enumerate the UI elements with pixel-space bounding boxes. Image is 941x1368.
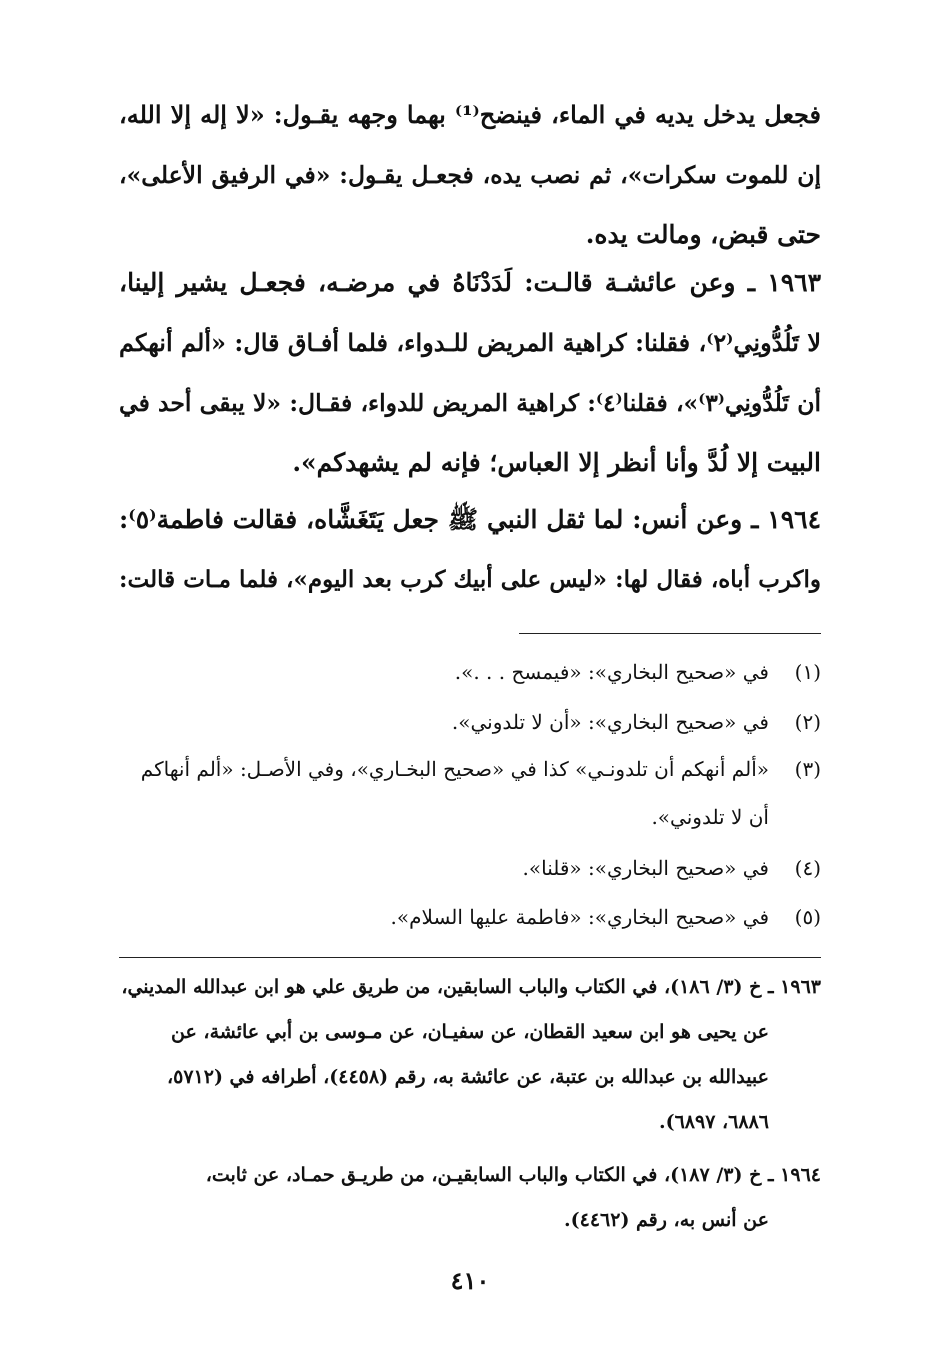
text-line: فجعل يدخل يديه في الماء، فينضح⁽¹⁾ بهما وجهه يقـول: «لا إله إلا الله،	[119, 100, 821, 129]
text-line: إن للموت سكرات»، ثم نصب يده، فجعـل يقـول: «في الرفيق الأعلى»،	[119, 161, 821, 189]
footnote-number: (٣)	[794, 757, 821, 781]
footnote-text: في «صحيح البخاري»: «أن لا تلدوني».	[451, 710, 769, 734]
footnote-5	[111, 893, 821, 941]
source-line: عبيدالله بن عبدالله بن عتبة، عن عائشة به، رقم (٤٤٥٨)، أطرافه في (٥٧١٢،	[166, 1066, 769, 1088]
main-paragraph-1	[119, 85, 821, 265]
footnote-text-continued: أن لا تلدوني».	[651, 805, 769, 829]
text-line: أن تَلُدُّونِي⁽٣⁾»، فقلنا⁽٤⁾: كراهية المريض للدواء، فقـال: «لا يبقى أحد في	[119, 389, 821, 417]
sources-separator	[119, 957, 821, 958]
footnote-text: في «صحيح البخاري»: «قلنا».	[522, 856, 769, 880]
text-line: لا تَلُدُّونِي⁽٢⁾، فقلنا: كراهية المريض للـدواء، فلما أفـاق قال: «ألم أنهكم	[119, 328, 822, 357]
source-line: ١٩٦٣ ـ خ (٣/ ١٨٦)، في الكتاب والباب السابقين، من طريق علي هو ابن عبدالله المديني،	[121, 976, 821, 998]
footnote-number: (٥)	[794, 905, 821, 929]
source-line: عن يحيى هو ابن سعيد القطان، عن سفيـان، عن مـوسى بن أبي عائشة، عن	[171, 1021, 769, 1043]
footnote-text: في «صحيح البخاري»: «فاطمة عليها السلام».	[390, 905, 769, 929]
footnote-2	[111, 698, 821, 746]
source-line: ٦٨٨٦، ٦٨٩٧).	[658, 1111, 769, 1133]
source-1963	[111, 965, 821, 1145]
page-number: ٤١٠	[450, 1266, 490, 1295]
source-1964	[111, 1153, 821, 1243]
text-line: ١٩٦٤ ـ وعن أنس: لما ثقل النبي ﷺ جعل يَتَغَشَّاه، فقالت فاطمة⁽٥⁾:	[119, 505, 821, 534]
footnote-text: في «صحيح البخاري»: «فيمسح . . .».	[454, 660, 769, 684]
text-line: ١٩٦٣ ـ وعن عائشـة قالـت: لَدَدْنَاهُ في مرضـه، فجعـل يشير إلينا،	[119, 268, 821, 297]
hadith-1963-paragraph	[119, 253, 821, 493]
text-line: حتى قبض، ومالت يده.	[585, 220, 821, 249]
footnote-4	[111, 844, 821, 892]
source-line: عن أنس به، رقم (٤٤٦٢).	[564, 1209, 769, 1231]
footnote-number: (٢)	[794, 710, 821, 734]
footnote-number: (٤)	[794, 856, 821, 880]
source-line: ١٩٦٤ ـ خ (٣/ ١٨٧)، في الكتاب والباب السابقيـن، من طريـق حمـاد، عن ثابت،	[205, 1164, 821, 1186]
footnote-3	[111, 745, 821, 841]
text-line: البيت إلا لُدَّ وأنا أنظر إلا العباس؛ فإنه لم يشهدكم».	[292, 448, 821, 477]
text-line: واكرب أباه، فقال لها: «ليس على أبيك كرب بعد اليوم»، فلما مـات قالت:	[119, 566, 821, 593]
footnote-number: (١)	[794, 660, 821, 684]
footnote-separator	[519, 633, 821, 634]
footnote-text: «ألم أنهكم أن تلدونـي» كذا في «صحيح البخـاري»، وفي الأصـل: «ألم أنهاكم	[140, 757, 769, 781]
hadith-1964-paragraph	[119, 490, 821, 610]
footnote-1	[111, 648, 821, 696]
